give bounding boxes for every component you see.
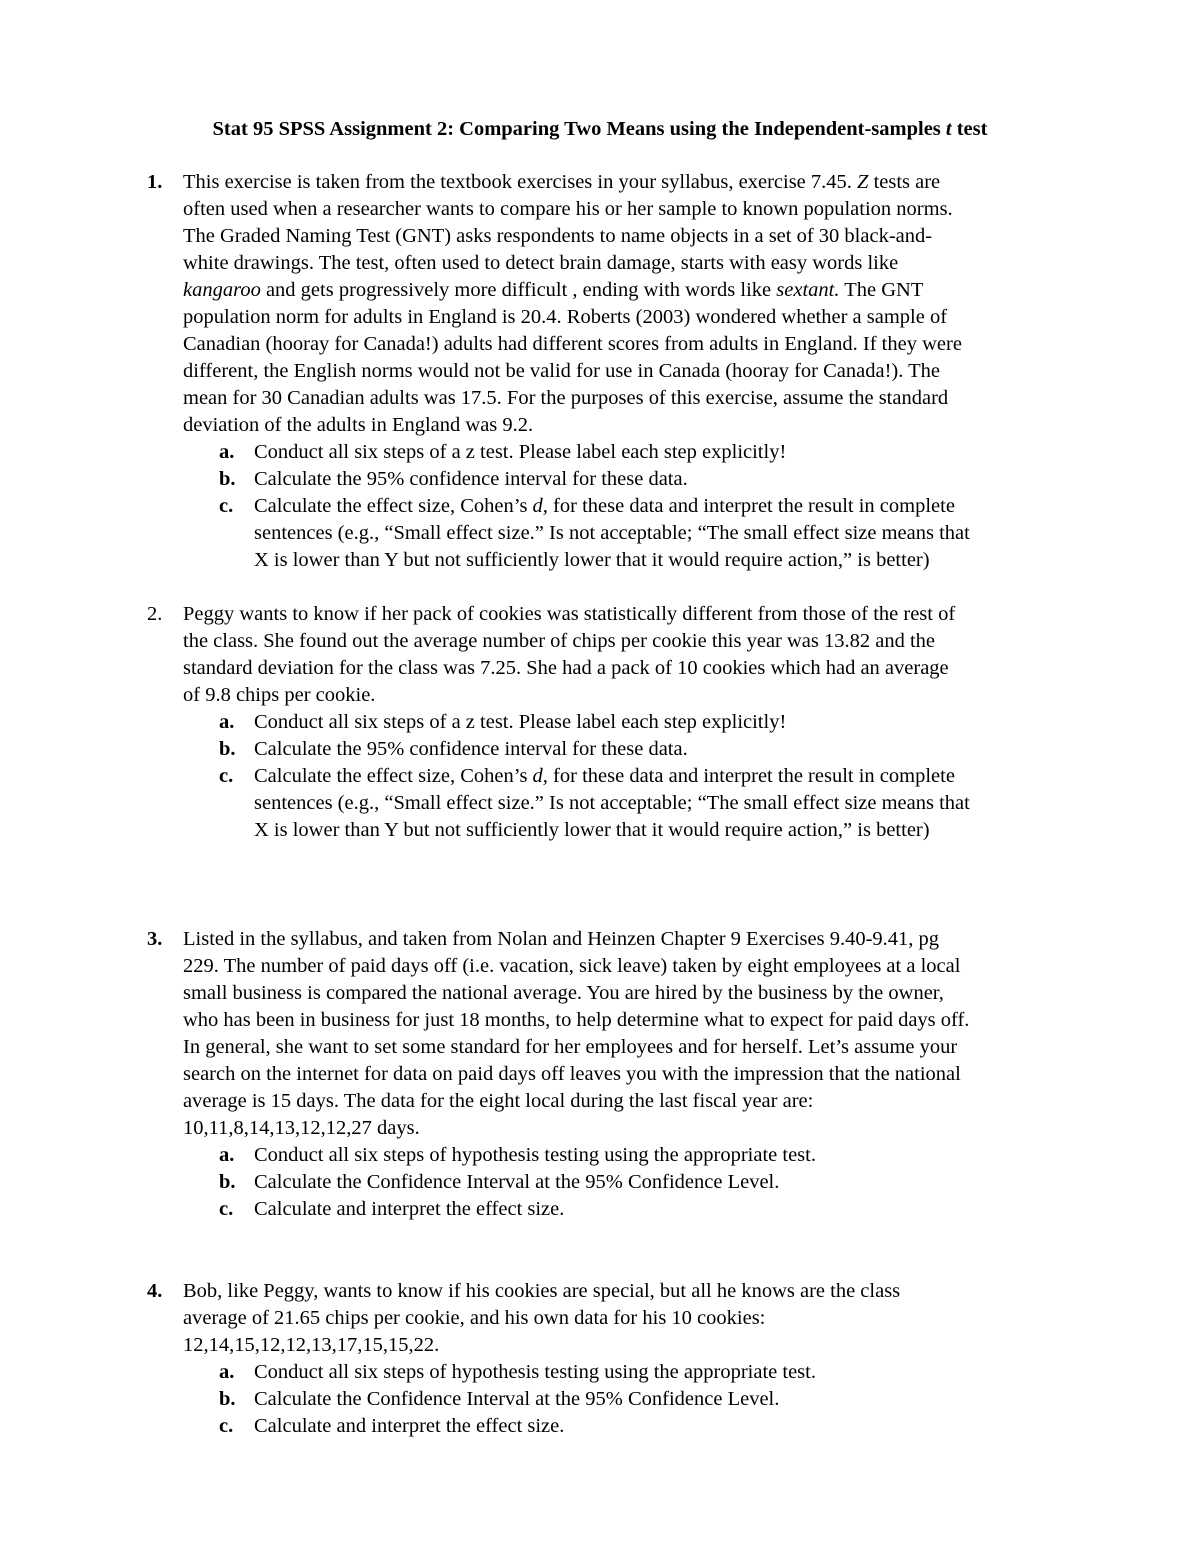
question-data-line: 12,14,15,12,12,13,17,15,15,22. <box>183 1334 440 1356</box>
subitem-c: Calculate the effect size, Cohen’s d, for these data and interpret the result in complete <box>254 765 955 787</box>
question-line: different, the English norms would not be valid for use in Canada (hooray for Canada!). The <box>183 360 940 382</box>
question-line: small business is compared the national average. You are hired by the business by the owner, <box>183 982 944 1004</box>
subitem-a: Conduct all six steps of hypothesis testing using the appropriate test. <box>254 1144 816 1166</box>
subitem-c-line: sentences (e.g., “Small effect size.” Is not acceptable; “The small effect size means that <box>254 792 970 814</box>
subitem-letter: a. <box>219 1361 235 1383</box>
question-line: search on the internet for data on paid days off leaves you with the impression that the national <box>183 1063 961 1085</box>
subitem-c-line: X is lower than Y but not sufficiently lower that it would require action,” is better) <box>254 549 930 571</box>
subitem-letter: c. <box>219 1415 234 1437</box>
question-line: average of 21.65 chips per cookie, and his own data for his 10 cookies: <box>183 1307 766 1329</box>
question-line: deviation of the adults in England was 9.2. <box>183 414 534 436</box>
subitem-c-line: sentences (e.g., “Small effect size.” Is not acceptable; “The small effect size means that <box>254 522 970 544</box>
question-line: often used when a researcher wants to compare his or her sample to known population norms. <box>183 198 953 220</box>
subitem-letter: c. <box>219 1198 234 1220</box>
subitem-c: Calculate the effect size, Cohen’s d, for these data and interpret the result in complete <box>254 495 955 517</box>
subitem-c: Calculate and interpret the effect size. <box>254 1198 565 1220</box>
question-line: mean for 30 Canadian adults was 17.5. For the purposes of this exercise, assume the standard <box>183 387 949 409</box>
subitem-a: Conduct all six steps of a z test. Please label each step explicitly! <box>254 711 787 733</box>
subitem-letter: b. <box>219 468 236 490</box>
question-line: the class. She found out the average number of chips per cookie this year was 13.82 and the <box>183 630 936 652</box>
question-number: 3. <box>147 928 163 950</box>
title-italic-t: t <box>945 118 952 140</box>
question-line: population norm for adults in England is 20.4. Roberts (2003) wondered whether a sample of <box>183 306 948 328</box>
subitem-letter: b. <box>219 1388 236 1410</box>
subitem-b: Calculate the Confidence Interval at the 95% Confidence Level. <box>254 1171 780 1193</box>
subitem-letter: a. <box>219 1144 235 1166</box>
question-line: Canadian (hooray for Canada!) adults had different scores from adults in England. If they were <box>183 333 962 355</box>
question-line: Listed in the syllabus, and taken from Nolan and Heinzen Chapter 9 Exercises 9.40-9.41, pg <box>183 928 940 950</box>
subitem-letter: c. <box>219 495 234 517</box>
subitem-a: Conduct all six steps of hypothesis testing using the appropriate test. <box>254 1361 816 1383</box>
question-line: This exercise is taken from the textbook exercises in your syllabus, exercise 7.45. Z tests are <box>183 171 941 193</box>
question-number: 4. <box>147 1280 163 1302</box>
subitem-letter: c. <box>219 765 234 787</box>
subitem-letter: a. <box>219 711 235 733</box>
subitem-b: Calculate the 95% confidence interval for these data. <box>254 738 688 760</box>
question-line: standard deviation for the class was 7.25. She had a pack of 10 cookies which had an average <box>183 657 949 679</box>
subitem-letter: b. <box>219 738 236 760</box>
question-line: Peggy wants to know if her pack of cookies was statistically different from those of the rest of <box>183 603 956 625</box>
question-number: 1. <box>147 171 163 193</box>
question-line: kangaroo and gets progressively more difficult , ending with words like sextant. The GNT <box>183 279 924 301</box>
question-line: In general, she want to set some standard for her employees and for herself. Let’s assume your <box>183 1036 958 1058</box>
subitem-letter: b. <box>219 1171 236 1193</box>
question-line: 229. The number of paid days off (i.e. vacation, sick leave) taken by eight employees at a local <box>183 955 961 977</box>
title-prefix: Stat 95 SPSS Assignment 2: Comparing Two Means using the Independent-samples <box>212 118 946 140</box>
title-suffix: test <box>951 118 988 140</box>
subitem-a: Conduct all six steps of a z test. Please label each step explicitly! <box>254 441 787 463</box>
document-title <box>0 116 1200 143</box>
question-data-line: 10,11,8,14,13,12,12,27 days. <box>183 1117 420 1139</box>
subitem-b: Calculate the Confidence Interval at the 95% Confidence Level. <box>254 1388 780 1410</box>
subitem-letter: a. <box>219 441 235 463</box>
subitem-b: Calculate the 95% confidence interval for these data. <box>254 468 688 490</box>
question-line: white drawings. The test, often used to detect brain damage, starts with easy words like <box>183 252 899 274</box>
question-number: 2. <box>147 603 163 625</box>
question-line: Bob, like Peggy, wants to know if his cookies are special, but all he knows are the class <box>183 1280 901 1302</box>
question-line: average is 15 days. The data for the eight local during the last fiscal year are: <box>183 1090 814 1112</box>
subitem-c: Calculate and interpret the effect size. <box>254 1415 565 1437</box>
question-line: who has been in business for just 18 months, to help determine what to expect for paid days off. <box>183 1009 970 1031</box>
question-line: of 9.8 chips per cookie. <box>183 684 376 706</box>
question-line: The Graded Naming Test (GNT) asks respondents to name objects in a set of 30 black-and- <box>183 225 933 247</box>
subitem-c-line: X is lower than Y but not sufficiently lower that it would require action,” is better) <box>254 819 930 841</box>
